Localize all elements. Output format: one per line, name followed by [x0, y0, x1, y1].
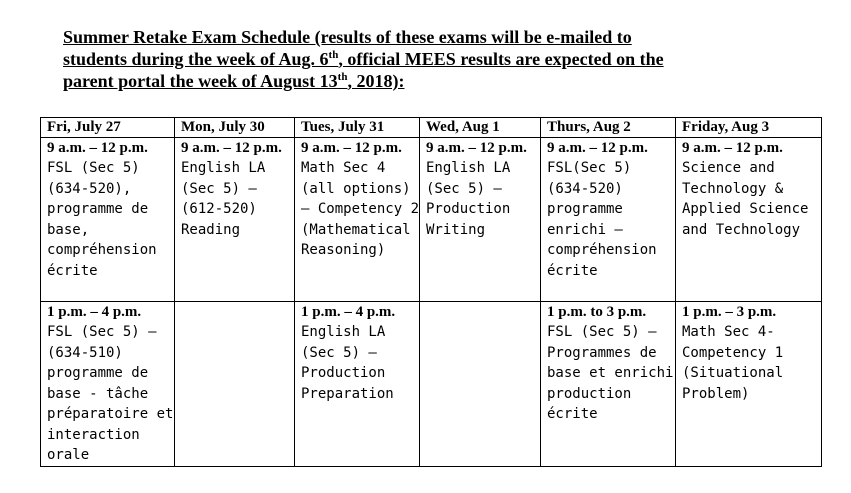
afternoon-cell-mon-july-30: [175, 302, 295, 467]
exam-time: 9 a.m. – 12 p.m.: [682, 140, 783, 156]
exam-description: Science and Technology & Applied Science and Technology: [682, 160, 809, 238]
exam-description: FSL (Sec 5) – (634-510) programme de base - tâche préparatoire et interaction orale: [47, 324, 174, 463]
column-header-fri-july-27: Fri, July 27: [41, 118, 175, 138]
morning-cell-wed-aug-1: [420, 138, 541, 302]
column-header-wed-aug-1: Wed, Aug 1: [420, 118, 541, 138]
morning-cell-mon-july-30: [175, 138, 295, 302]
exam-time: 9 a.m. – 12 p.m.: [547, 140, 648, 156]
header-row: [41, 118, 822, 138]
exam-time: 1 p.m. to 3 p.m.: [547, 304, 647, 320]
heading-line-2-end: , official MEES results are expected on the: [338, 49, 664, 69]
exam-description: English LA (Sec 5) – (612-520) Reading: [181, 160, 266, 238]
heading-line-3-superscript: th: [337, 71, 348, 83]
exam-description: Math Sec 4- Competency 1 (Situational Problem): [682, 324, 784, 402]
heading-line-2-superscript: th: [328, 49, 339, 61]
exam-time: 1 p.m. – 4 p.m.: [301, 304, 396, 320]
heading-line-2-start: students during the week of Aug. 6: [63, 49, 329, 69]
morning-cell-friday-aug-3: [676, 138, 822, 302]
column-header-thurs-aug-2: Thurs, Aug 2: [541, 118, 676, 138]
exam-description: FSL (Sec 5) (634-520), programme de base, compréhension écrite: [47, 160, 157, 279]
afternoon-cell-friday-aug-3: [676, 302, 822, 467]
afternoon-cell-fri-july-27: [41, 302, 175, 467]
schedule-heading: [63, 26, 783, 92]
exam-schedule-table: [40, 117, 822, 467]
exam-time: 1 p.m. – 4 p.m.: [47, 304, 142, 320]
exam-time: 9 a.m. – 12 p.m.: [426, 140, 527, 156]
heading-line-3-start: parent portal the week of August 13: [63, 71, 338, 91]
exam-description: FSL (Sec 5) – Programmes de base et enrichi production écrite: [547, 324, 674, 422]
exam-time: 1 p.m. – 3 p.m.: [682, 304, 777, 320]
exam-time: 9 a.m. – 12 p.m.: [301, 140, 402, 156]
morning-row: [41, 138, 822, 302]
morning-cell-thurs-aug-2: [541, 138, 676, 302]
column-header-tues-july-31: Tues, July 31: [295, 118, 420, 138]
afternoon-row: [41, 302, 822, 467]
afternoon-cell-wed-aug-1: [420, 302, 541, 467]
morning-cell-fri-july-27: [41, 138, 175, 302]
heading-line-1: Summer Retake Exam Schedule (results of these exams will be e-mailed to: [63, 27, 632, 47]
exam-description: FSL(Sec 5) (634-520) programme enrichi – compréhension écrite: [547, 160, 657, 279]
exam-time: 9 a.m. – 12 p.m.: [47, 140, 148, 156]
exam-description: Math Sec 4 (all options) – Competency 2 (Mathematical Reasoning): [301, 160, 420, 258]
heading-line-3-end: , 2018):: [347, 71, 405, 91]
exam-description: English LA (Sec 5) – Production Writing: [426, 160, 511, 238]
column-header-friday-aug-3: Friday, Aug 3: [676, 118, 822, 138]
morning-cell-tues-july-31: [295, 138, 420, 302]
column-header-mon-july-30: Mon, July 30: [175, 118, 295, 138]
exam-time: 9 a.m. – 12 p.m.: [181, 140, 282, 156]
exam-description: English LA (Sec 5) – Production Preparation: [301, 324, 394, 402]
afternoon-cell-thurs-aug-2: [541, 302, 676, 467]
afternoon-cell-tues-july-31: [295, 302, 420, 467]
